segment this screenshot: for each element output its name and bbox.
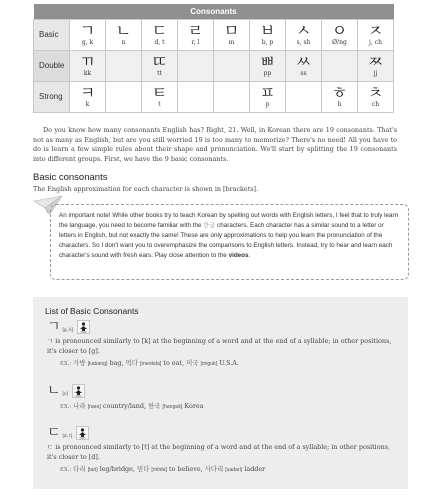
row-label: Strong	[34, 81, 70, 112]
table-cell: ㅌ t	[142, 81, 178, 112]
panel-title: List of Basic Consonants	[45, 306, 139, 316]
important-note: An important note! While other books try to teach Korean by spelling out words with English letters, I feel that to truly learn the language, you need to become familiar with the 한글 characters. Each character has a similar sound to a letter or letters in English, but not exactly the same! These are only approximations to help you learn the pronunciation of the characters. So I don't want you to overemphasize the comparisons to English letters. Instead, try to hear and learn each character's sound with fresh ears. Play close attention to the videos.	[50, 204, 409, 280]
table-cell: ㅂ b, p	[250, 19, 286, 50]
hangul-word: 한글	[203, 222, 216, 229]
table-cell	[178, 50, 214, 81]
basic-consonants-panel	[33, 297, 408, 489]
table-cell	[286, 81, 322, 112]
table-cell: ㄴ n	[106, 19, 142, 50]
table-cell: ㄱ g, k	[70, 19, 106, 50]
table-cell	[106, 50, 142, 81]
table-row-basic	[34, 19, 394, 50]
table-cell: ㅊ ch	[358, 81, 394, 112]
video-icon[interactable]	[72, 384, 85, 398]
video-icon[interactable]	[76, 426, 89, 440]
table-cell: ㅋ k	[70, 81, 106, 112]
table-cell: ㅅ s, sh	[286, 19, 322, 50]
section-heading: Basic consonants	[33, 172, 108, 183]
table-row-strong	[34, 81, 394, 112]
table-cell	[322, 50, 358, 81]
example-line: EX.: 나라 [nara] country/land, 한국 [hanguk] Korea	[60, 402, 204, 410]
table-cell: ㅎ h	[322, 81, 358, 112]
video-icon[interactable]	[77, 320, 90, 334]
consonant-description: ㄱ is pronounced similarly to [k] at the beginning of a word and at the end of a syllable; in other positions, it's closer to [g].	[47, 337, 392, 355]
example-line: EX.: 가방 [kabang] bag, 먹다 [meokda] to eat, 미국 [miguk] U.S.A.	[60, 359, 239, 367]
consonant-description: ㄷ is pronounced similarly to [t] at the beginning of a word and at the end of a syllable; in other positions, it's closer to [d].	[47, 443, 390, 461]
table-cell: ㅍ p	[250, 81, 286, 112]
table-cell	[106, 81, 142, 112]
consonant-heading: ㄴ [n]	[47, 384, 85, 398]
table-cell: ㅇ Ø/ng	[322, 19, 358, 50]
table-cell: ㅃ pp	[250, 50, 286, 81]
section-subtitle: The English approximation for each character is shown in [brackets].	[33, 185, 259, 193]
consonant-heading: ㄷ [d, t]	[47, 426, 89, 440]
table-cell	[214, 50, 250, 81]
table-cell: ㅈ j, ch	[358, 19, 394, 50]
table-cell: ㄲ kk	[70, 50, 106, 81]
table-cell: ㄸ tt	[142, 50, 178, 81]
table-cell: ㅁ m	[214, 19, 250, 50]
table-cell: ㅉ jj	[358, 50, 394, 81]
table-cell	[214, 81, 250, 112]
row-label: Double	[34, 50, 70, 81]
table-cell: ㅆ ss	[286, 50, 322, 81]
table-cell: ㄹ r, l	[178, 19, 214, 50]
intro-paragraph: Do you know how many consonants English has? Right, 21. Well, in Korean there are 19 consonants. That's not as many as English, but are you still worried 19 is too many to memorize? There's no need! All you have to do is learn a few simple rules about their shape and pronunciation. We'll start by splitting the 19 consonants into different groups. First, we have the 9 basic consonants.	[33, 126, 397, 163]
table-cell: ㄷ d, t	[142, 19, 178, 50]
row-label: Basic	[34, 19, 70, 50]
table-title: Consonants	[34, 4, 394, 19]
table-cell	[178, 81, 214, 112]
videos-emphasis: videos	[228, 252, 249, 259]
table-row-double	[34, 50, 394, 81]
example-line: EX.: 다리 [tari] leg/bridge, 믿다 [mitda] to believe, 사다리 [sadari] ladder	[60, 465, 266, 473]
consonant-heading: ㄱ [g, k]	[47, 320, 90, 334]
consonant-table	[33, 4, 394, 113]
